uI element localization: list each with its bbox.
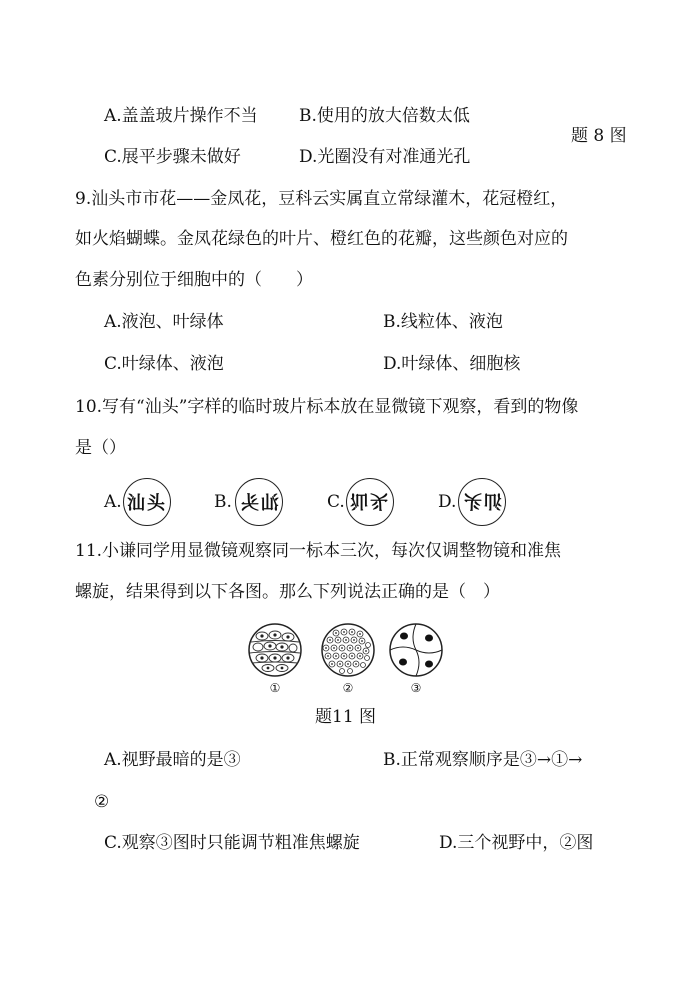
field-of-view-2 (322, 624, 374, 676)
q8-option-d: D.光圈没有对准通光孔 (299, 147, 471, 167)
q9-option-d: D.叶绿体、细胞核 (383, 354, 521, 374)
q10-option-a-image (123, 478, 171, 526)
q10-option-b-letter: B. (214, 492, 232, 512)
q11-option-b-continued: ② (94, 792, 110, 812)
q9-option-a: A.液泡、叶绿体 (104, 312, 224, 332)
q10-option-c-image (346, 478, 394, 526)
field-of-view-3 (390, 624, 442, 676)
q9-stem-line-2: 如火焰蝴蝶。金凤花绿色的叶片、橙红色的花瓣，这些颜色对应的 (75, 229, 568, 249)
q10-option-d-image (458, 478, 506, 526)
q10-stem-line-2: 是（） (75, 438, 126, 458)
q8-option-a: A.盖盖玻片操作不当 (104, 106, 258, 126)
q10-stem-line-1: 10.写有“汕头”字样的临时玻片标本放在显微镜下观察，看到的物像 (75, 397, 579, 417)
q9-option-c: C.叶绿体、液泡 (104, 354, 224, 374)
q10-option-d-text: 汕头 (462, 490, 502, 511)
q9-option-b: B.线粒体、液泡 (383, 312, 503, 332)
q10-option-d-letter: D. (438, 492, 457, 512)
q9-stem-line-3: 色素分别位于细胞中的（ ） (75, 270, 313, 290)
q10-option-c-letter: C. (327, 492, 345, 512)
q9-stem-line-1: 9.汕头市市花——金凤花，豆科云实属直立常绿灌木，花冠橙红， (75, 189, 568, 209)
q10-option-c-text: 汕头 (350, 490, 390, 511)
q11-figure-caption: 题11 图 (315, 707, 377, 727)
q8-figure-caption: 题 8 图 (571, 126, 627, 146)
q11-figure (248, 620, 448, 680)
q10-option-b-text: 汕头 (239, 493, 279, 514)
q11-figure-label-1: ① (269, 681, 281, 695)
q10-option-b-image (235, 478, 283, 526)
q11-figure-label-2: ② (342, 681, 354, 695)
q8-option-b: B.使用的放大倍数太低 (299, 106, 470, 126)
q11-option-d: D.三个视野中，②图 (439, 833, 594, 853)
q10-option-a-letter: A. (104, 492, 122, 512)
q11-stem-line-2: 螺旋，结果得到以下各图。那么下列说法正确的是（ ） (75, 582, 500, 602)
field-of-view-1 (249, 624, 301, 676)
q11-option-a: A.视野最暗的是③ (104, 750, 241, 770)
q10-option-a-text: 汕头 (127, 493, 167, 514)
q11-option-c: C.观察③图时只能调节粗准焦螺旋 (104, 833, 360, 853)
q11-option-b: B.正常观察顺序是③→①→ (383, 750, 583, 770)
q11-stem-line-1: 11.小谦同学用显微镜观察同一标本三次，每次仅调整物镜和准焦 (75, 541, 562, 561)
q8-option-c: C.展平步骤未做好 (104, 147, 241, 167)
q11-figure-label-3: ③ (410, 681, 422, 695)
